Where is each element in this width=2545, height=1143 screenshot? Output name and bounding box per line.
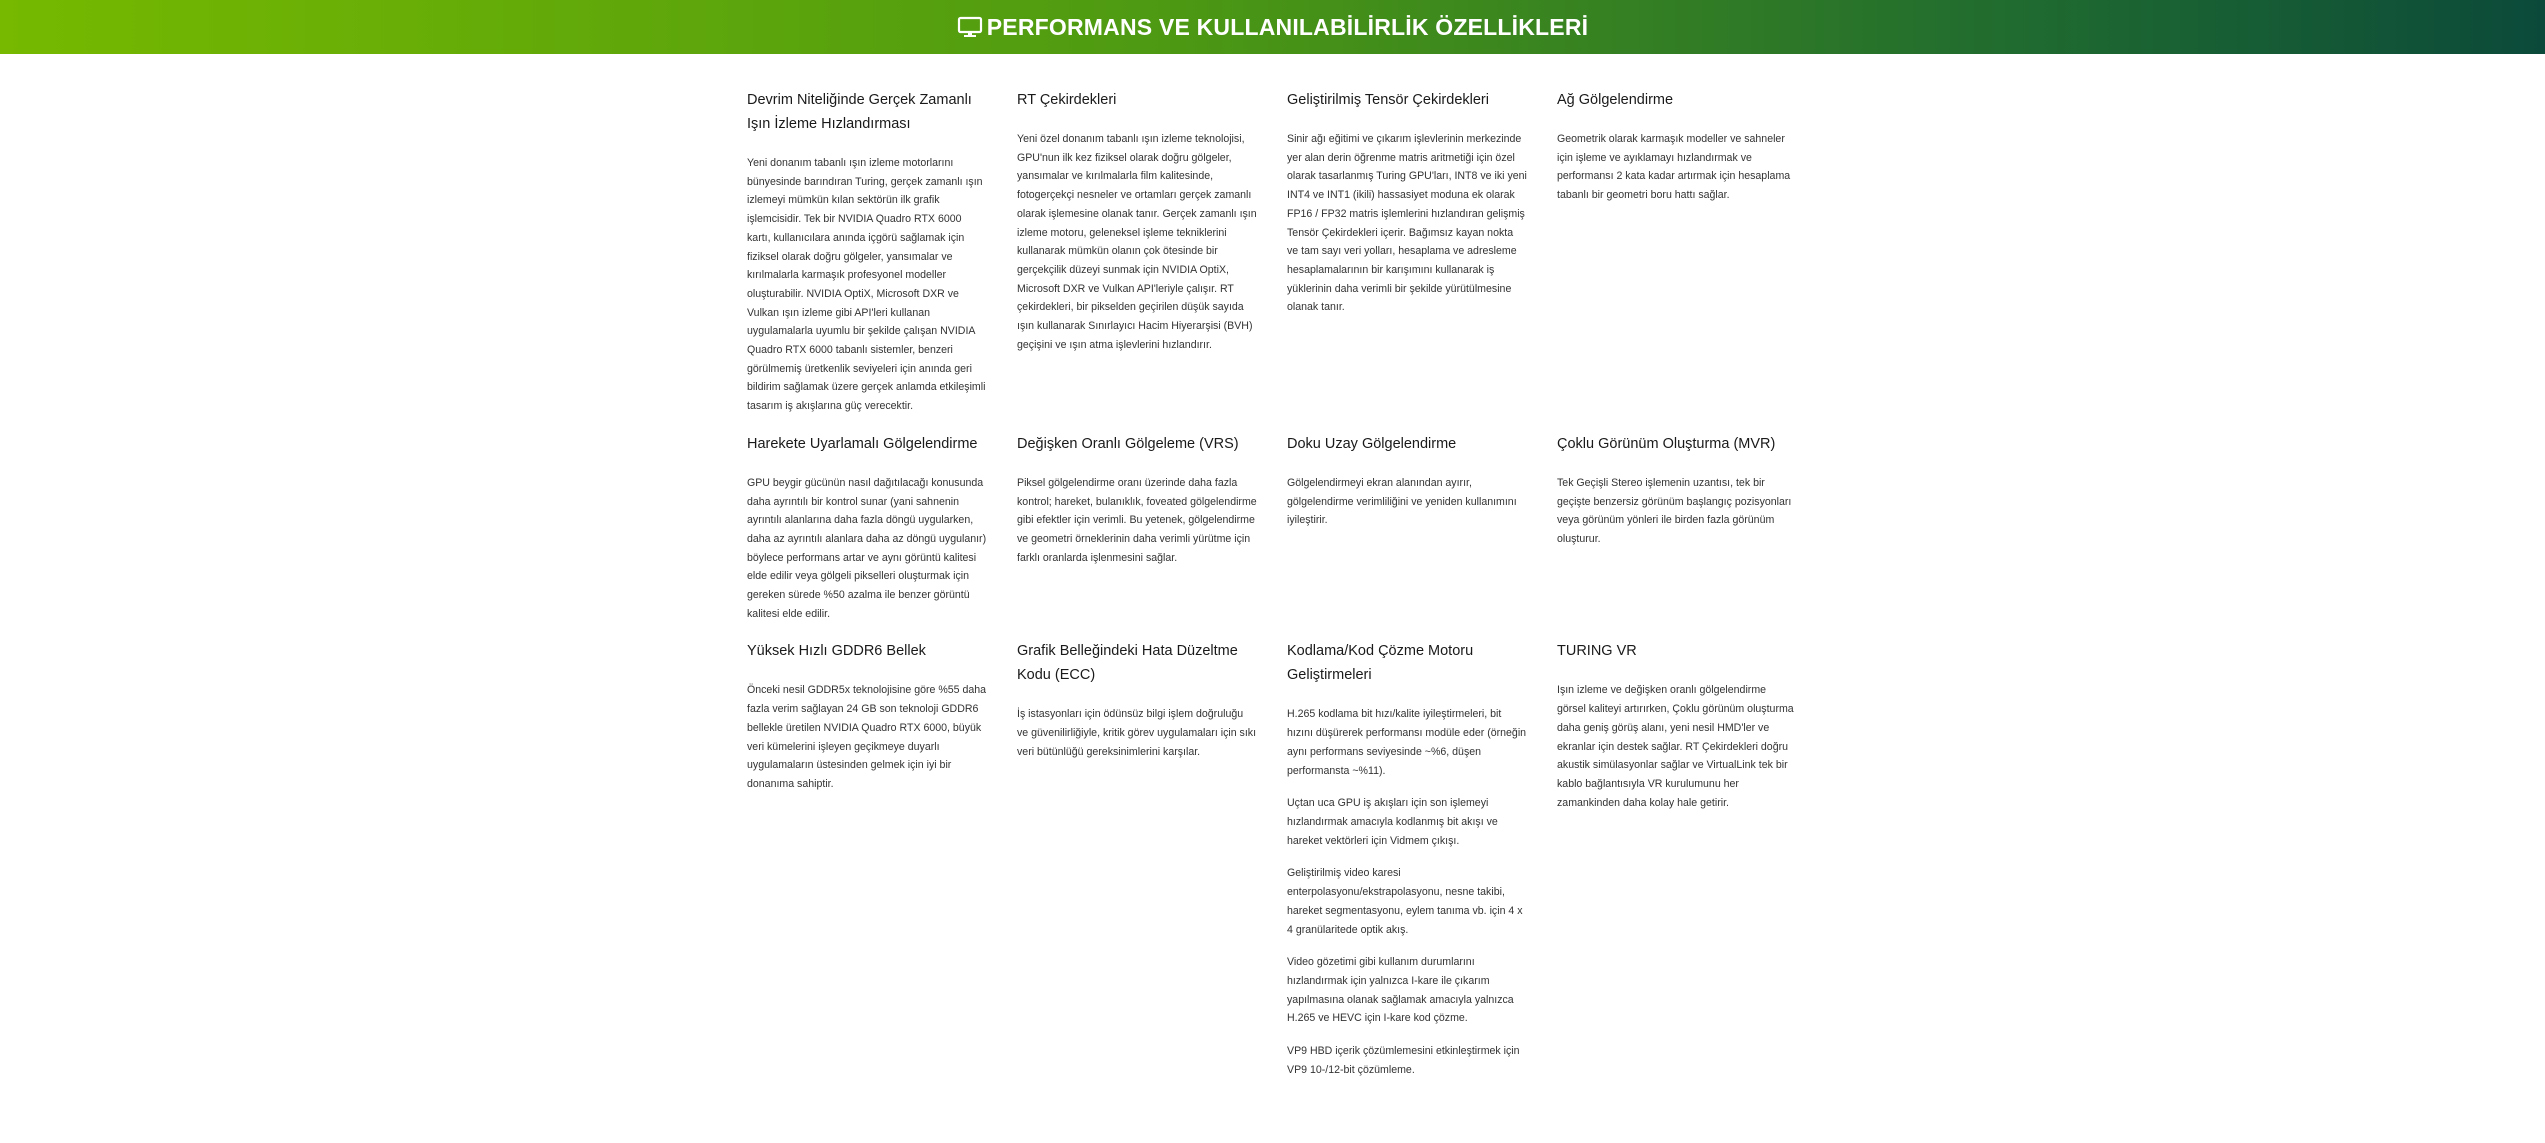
feature-item [747, 637, 1017, 1093]
feature-item [747, 54, 1017, 430]
feature-title: Grafik Belleğindeki Hata Düzeltme Kodu (ECC) [1017, 643, 1238, 684]
feature-description: Sinir ağı eğitimi ve çıkarım işlevlerinin merkezinde yer alan derin öğrenme matris aritmetiği için özel olarak tasarlanmış Turing GPU'ları, INT8 ve iki yeni INT4 ve INT1 (ikili) hassasiyet moduna ek olarak FP16 / FP32 matris işlemlerini hızlandıran gelişmiş Tensör Çekirdekleri içerir. Bağımsız kayan nokta ve tam sayı veri yolları, hesaplama ve adresleme hesaplamalarının bir karışımını kullanarak iş yüklerinin daha verimli bir şekilde yürütülmesine olanak tanır. [1287, 133, 1527, 314]
monitor-icon [957, 16, 983, 38]
feature-item [1017, 430, 1287, 638]
section-banner [0, 0, 2545, 54]
feature-title: Yüksek Hızlı GDDR6 Bellek [747, 643, 926, 660]
feature-title: RT Çekirdekleri [1017, 92, 1117, 108]
feature-title: Doku Uzay Gölgelendirme [1287, 435, 1457, 452]
feature-title: Ağ Gölgelendirme [1557, 92, 1674, 108]
feature-description: GPU beygir gücünün nasıl dağıtılacağı konusunda daha ayrıntılı bir kontrol sunar (yani sahnenin ayrıntılı alanlarına daha fazla döngü uygularken, daha az ayrıntılı alanlara daha az döngü uygulanır) böylece performans artar ve aynı görüntü kalitesi elde edilir veya gölgeli pikselleri oluşturmak için gereken sürede %50 azalma ile benzer görüntü kalitesi elde edilir. [747, 476, 987, 620]
feature-description: Işın izleme ve değişken oranlı gölgelendirme görsel kaliteyi artırırken, Çoklu görünüm oluşturma daha geniş görüş alanı, yeni nesil HMD'ler ve ekranlar için destek sağlar. RT Çekirdekleri doğru akustik simülasyonlar sağlar ve VirtualLink tek bir kablo bağlantısıyla VR kurulumunu her zamankinden daha kolay hale getirir. [1557, 684, 1794, 809]
feature-title: Harekete Uyarlamalı Gölgelendirme [747, 435, 978, 452]
feature-title: Geliştirilmiş Tensör Çekirdekleri [1287, 92, 1489, 108]
feature-description: Geometrik olarak karmaşık modeller ve sahneler için işleme ve ayıklamayı hızlandırmak ve performansı 2 kata kadar artırmak için hesaplama tabanlı bir geometri boru hattı sağlar. [1557, 133, 1791, 202]
feature-item [1557, 54, 1827, 430]
feature-description: Tek Geçişli Stereo işlemenin uzantısı, tek bir geçişte benzersiz görünüm başlangıç pozisyonları veya görünüm yönleri ile birden fazla görünüm oluşturur. [1557, 476, 1792, 545]
feature-description: Gölgelendirmeyi ekran alanından ayırır, gölgelendirme verimliliğini ve yeniden kullanımını iyileştirir. [1287, 476, 1517, 527]
feature-item [747, 430, 1017, 638]
feature-title: Değişken Oranlı Gölgeleme (VRS) [1017, 435, 1239, 452]
feature-item [1287, 54, 1557, 430]
feature-description: İş istasyonları için ödünsüz bilgi işlem doğruluğu ve güvenilirliğiyle, kritik görev uygulamaları için sıkı veri bütünlüğü gereksinimlerini karşılar. [1017, 708, 1257, 758]
feature-description: VP9 HBD içerik çözümlemesini etkinleştirmek için VP9 10-/12-bit çözümleme. [1287, 1045, 1520, 1076]
feature-description: Yeni donanım tabanlı ışın izleme motorlarını bünyesinde barındıran Turing, gerçek zamanlı ışın izlemeyi mümkün kılan sektörün ilk grafik işlemcisidir. Tek bir NVIDIA Quadro RTX 6000 kartı, kullanıcılara anında içgörü sağlamak için fiziksel olarak doğru gölgeler, yansımalar ve kırılmalarla karmaşık profesyonel modeller oluşturabilir. NVIDIA OptiX, Microsoft DXR ve Vulkan ışın izleme gibi API'leri kullanan uygulamalarla uyumlu bir şekilde çalışan NVIDIA Quadro RTX 6000 tabanlı sistemler, benzeri görülmemiş üretkenlik seviyeleri için anında geri bildirim sağlamak üzere gerçek anlamda etkileşimli tasarım iş akışlarına güç verecektir. [747, 157, 986, 413]
feature-item [1017, 637, 1287, 1093]
feature-grid [747, 54, 1827, 1093]
feature-description: Yeni özel donanım tabanlı ışın izleme teknolojisi, GPU'nun ilk kez fiziksel olarak doğru gölgeler, yansımalar ve kırılmalarla film kalitesinde, fotogerçekçi nesneler ve ortamları gerçek zamanlı olarak işlemesine olanak tanır. Gerçek zamanlı ışın izleme motoru, geleneksel işleme tekniklerini kullanarak mümkün olanın çok ötesinde bir gerçekçilik düzeyi sunmak için NVIDIA OptiX, Microsoft DXR ve Vulkan API'leriyle çalışır. RT çekirdekleri, bir pikselden geçirilen düşük sayıda ışın kullanarak Sınırlayıcı Hacim Hiyerarşisi (BVH) geçişini ve ışın atma işlevlerini hızlandırır. [1017, 133, 1257, 351]
feature-title: Kodlama/Kod Çözme Motoru Geliştirmeleri [1287, 643, 1474, 684]
feature-item [1017, 54, 1287, 430]
feature-title: Çoklu Görünüm Oluşturma (MVR) [1557, 435, 1776, 452]
feature-title: Devrim Niteliğinde Gerçek Zamanlı Işın İzleme Hızlandırması [747, 92, 972, 132]
feature-description: H.265 kodlama bit hızı/kalite iyileştirmeleri, bit hızını düşürerek performansı modüle eder (örneğin aynı performans seviyesinde ~%6, düşen performansta ~%11). [1287, 708, 1527, 777]
section-title: PERFORMANS VE KULLANILABİLİRLİK ÖZELLİKLERİ [986, 13, 1589, 40]
feature-description: Video gözetimi gibi kullanım durumlarını hızlandırmak için yalnızca I-kare ile çıkarım yapılmasına olanak sağlamak amacıyla yalnızca H.265 ve HEVC için I-kare kod çözme. [1287, 956, 1514, 1025]
feature-title: TURING VR [1557, 643, 1637, 660]
feature-description: Piksel gölgelendirme oranı üzerinde daha fazla kontrol; hareket, bulanıklık, foveated gölgelendirme gibi efektler için verimli. Bu yetenek, gölgelendirme ve geometri örneklerinin daha verimli yürütme için farklı oranlarda işlenmesini sağlar. [1017, 476, 1257, 564]
feature-item [1557, 637, 1827, 1093]
feature-item [1287, 637, 1557, 1093]
feature-description: Önceki nesil GDDR5x teknolojisine göre %55 daha fazla verim sağlayan 24 GB son teknoloji GDDR6 bellekle üretilen NVIDIA Quadro RTX 6000, büyük veri kümelerini işleyen geçikmeye duyarlı uygulamaların üstesinden gelmek için iyi bir donanıma sahiptir. [747, 684, 987, 790]
feature-description: Uçtan uca GPU iş akışları için son işlemeyi hızlandırmak amacıyla kodlanmış bit akışı ve hareket vektörleri için Vidmem çıkışı. [1287, 797, 1498, 847]
feature-item [1557, 430, 1827, 638]
feature-description: Geliştirilmiş video karesi enterpolasyonu/ekstrapolasyonu, nesne takibi, hareket segmentasyonu, eylem tanıma vb. için 4 x 4 granülaritede optik akış. [1287, 867, 1523, 936]
feature-item [1287, 430, 1557, 638]
